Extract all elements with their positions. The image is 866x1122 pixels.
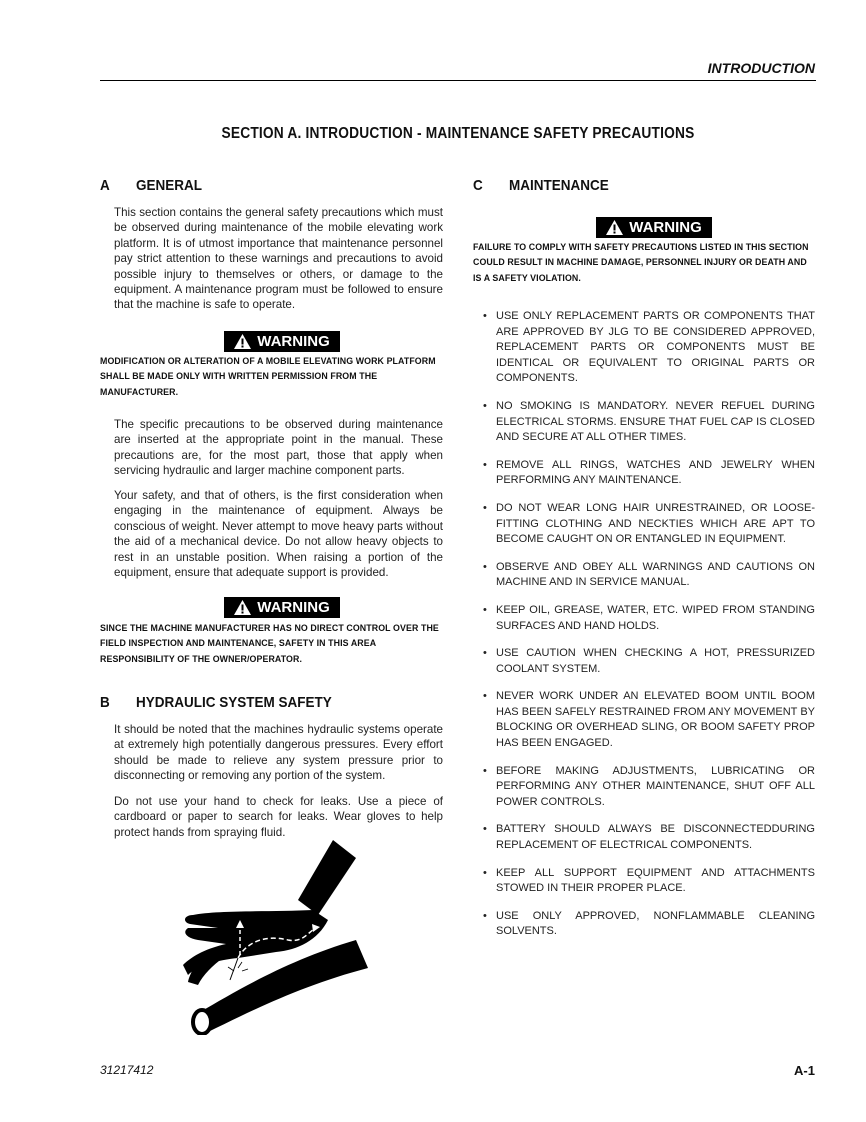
list-item: • NO SMOKING IS MANDATORY. NEVER REFUEL DURING ELECTRICAL STORMS. ENSURE THAT FUEL CAP IS CLOSED AND SECURE AT ALL OTHER TIMES. bbox=[483, 399, 815, 444]
warning-label-2: WARNING bbox=[257, 599, 330, 616]
warning-text-3: FAILURE TO COMPLY WITH SAFETY PRECAUTIONS LISTED IN THIS SECTION COULD RESULT IN MACHINE DAMAGE, PERSONNEL INJURY OR DEATH AND IS A SAFETY VIOLATION. bbox=[473, 242, 809, 284]
maintenance-heading-text: MAINTENANCE bbox=[509, 177, 609, 194]
maintenance-letter: C bbox=[473, 177, 483, 194]
warning-label-3: WARNING bbox=[629, 219, 702, 236]
hydraulic-paragraph-1: It should be noted that the machines hydraulic systems operate at extremely high potentially dangerous pressures. Every effort should be made to relieve any system pressure prior to disconnecting or removing any portion of the system. bbox=[114, 723, 443, 783]
warning-box-1 bbox=[224, 331, 340, 352]
document-number: 31217412 bbox=[100, 1063, 154, 1077]
general-paragraph-1: This section contains the general safety precautions which must be observed during maintenance of the mobile elevating work platform. It is of utmost importance that maintenance personnel pay strict attention to these warnings and precautions to avoid possible injury to themselves or others, or damage to the equipment. A maintenance program must be followed to ensure that the machine is safe to operate. bbox=[114, 206, 443, 312]
hydraulic-heading bbox=[100, 694, 332, 711]
warning-triangle-icon bbox=[234, 600, 251, 615]
warning-text-1: MODIFICATION OR ALTERATION OF A MOBILE ELEVATING WORK PLATFORM SHALL BE MADE ONLY WITH WRITTEN PERMISSION FROM THE MANUFACTURER. bbox=[100, 356, 436, 398]
warning-box-3 bbox=[596, 217, 712, 238]
header-rule bbox=[100, 80, 816, 81]
section-title: SECTION A. INTRODUCTION - MAINTENANCE SAFETY PRECAUTIONS bbox=[221, 125, 695, 142]
list-item: • KEEP ALL SUPPORT EQUIPMENT AND ATTACHMENTS STOWED IN THEIR PROPER PLACE. bbox=[483, 866, 815, 895]
warning-triangle-icon bbox=[234, 334, 251, 349]
list-item: • KEEP OIL, GREASE, WATER, ETC. WIPED FROM STANDING SURFACES AND HAND HOLDS. bbox=[483, 603, 815, 632]
hydraulic-letter: B bbox=[100, 694, 110, 711]
maintenance-heading bbox=[473, 177, 609, 194]
maintenance-bullet-list bbox=[474, 309, 815, 940]
header-title: INTRODUCTION bbox=[707, 60, 815, 76]
page-number: A-1 bbox=[794, 1063, 815, 1078]
general-letter: A bbox=[100, 177, 110, 194]
list-item: • BEFORE MAKING ADJUSTMENTS, LUBRICATING OR PERFORMING ANY OTHER MAINTENANCE, SHUT OFF ALL POWER CONTROLS. bbox=[483, 764, 815, 808]
general-paragraph-3: Your safety, and that of others, is the first consideration when engaging in the maintenance of equipment. Always be conscious of weight. Never attempt to move heavy parts without the aid of a mechanical device. Do not allow heavy objects to rest in an unstable position. When raising a portion of the equipment, ensure that adequate support is provided. bbox=[114, 489, 443, 580]
general-heading bbox=[100, 177, 202, 194]
hand-leak-hazard-illustration bbox=[178, 840, 378, 1035]
warning-label-1: WARNING bbox=[257, 333, 330, 350]
warning-box-2 bbox=[224, 597, 340, 618]
general-paragraph-2: The specific precautions to be observed during maintenance are inserted at the appropriate point in the manual. These precautions are, for the most part, those that apply when servicing hydraulic and larger machine component parts. bbox=[114, 418, 443, 478]
list-item: • USE ONLY APPROVED, NONFLAMMABLE CLEANING SOLVENTS. bbox=[483, 909, 815, 938]
hydraulic-paragraph-2: Do not use your hand to check for leaks. Use a piece of cardboard or paper to search for leaks. Wear gloves to help protect hands from spraying fluid. bbox=[114, 795, 443, 839]
list-item: • DO NOT WEAR LONG HAIR UNRESTRAINED, OR LOOSE-FITTING CLOTHING AND NECKTIES WHICH ARE APT TO BECOME CAUGHT ON OR ENTANGLED IN EQUIPMENT. bbox=[483, 501, 815, 546]
list-item: • USE CAUTION WHEN CHECKING A HOT, PRESSURIZED COOLANT SYSTEM. bbox=[483, 647, 815, 675]
list-item: • REMOVE ALL RINGS, WATCHES AND JEWELRY WHEN PERFORMING ANY MAINTENANCE. bbox=[483, 458, 815, 487]
warning-text-2: SINCE THE MACHINE MANUFACTURER HAS NO DIRECT CONTROL OVER THE FIELD INSPECTION AND MAINTENANCE, SAFETY IN THIS AREA RESPONSIBILITY OF THE OWNER/OPERATOR. bbox=[100, 623, 439, 665]
list-item: • BATTERY SHOULD ALWAYS BE DISCONNECTEDDURING REPLACEMENT OF ELECTRICAL COMPONENTS. bbox=[483, 823, 815, 852]
warning-triangle-icon bbox=[606, 220, 623, 235]
list-item: • OBSERVE AND OBEY ALL WARNINGS AND CAUTIONS ON MACHINE AND IN SERVICE MANUAL. bbox=[483, 560, 815, 589]
list-item: • USE ONLY REPLACEMENT PARTS OR COMPONENTS THAT ARE APPROVED BY JLG TO BE CONSIDERED APPROVED, REPLACEMENT PARTS OR COMPONENTS MUST BE IDENTICAL OR EQUIVALENT TO ORIGINAL PARTS OR COMPONENTS. bbox=[483, 310, 815, 385]
hydraulic-heading-text: HYDRAULIC SYSTEM SAFETY bbox=[136, 694, 332, 711]
general-heading-text: GENERAL bbox=[136, 177, 203, 194]
list-item: • NEVER WORK UNDER AN ELEVATED BOOM UNTIL BOOM HAS BEEN SAFELY RESTRAINED FROM ANY MOVEMENT BY BLOCKING OR OVERHEAD SLING, OR BOOM SAFETY PROP HAS BEEN ENGAGED. bbox=[483, 690, 815, 750]
